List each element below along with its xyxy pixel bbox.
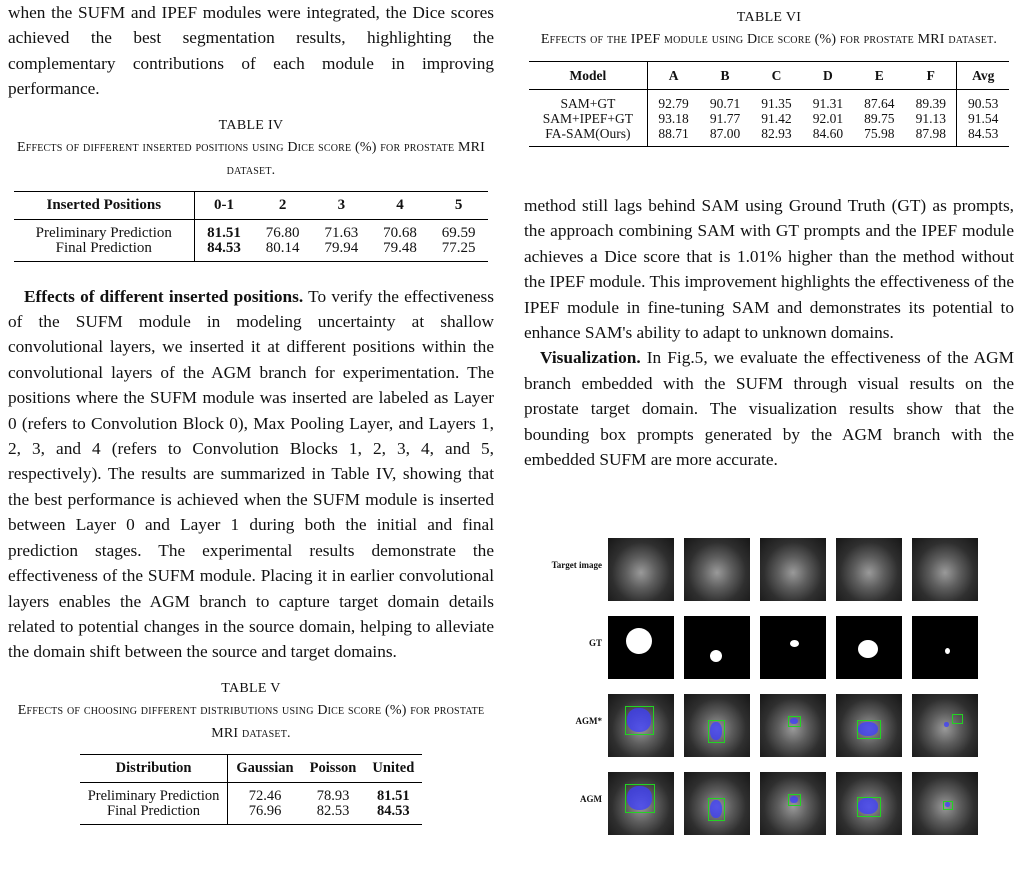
- table4-cell: 76.80: [265, 224, 300, 241]
- gt-mask: [836, 616, 902, 679]
- table4-cell: 79.48: [371, 241, 430, 262]
- visualization-paragraph: [524, 345, 1014, 472]
- table6-cell: 91.54: [968, 111, 999, 126]
- table6-header: B: [699, 62, 750, 90]
- table4-number: TABLE IV: [218, 117, 284, 133]
- mri-image: [608, 772, 674, 835]
- gt-mask: [684, 616, 750, 679]
- figure-row-agm-star: [538, 694, 994, 758]
- table6-cell: 92.01: [812, 111, 844, 126]
- mri-image: [684, 772, 750, 835]
- table4-caption: Effects of different inserted positions using Dice score (%) for prostate MRI dataset.: [16, 139, 486, 178]
- table5-header: Poisson: [302, 754, 365, 782]
- row-label-agm-star: AGM*: [575, 716, 602, 726]
- table4-header: 5: [429, 191, 488, 219]
- table6-cell: 84.53: [957, 126, 1009, 147]
- table6-cell: 93.18: [658, 111, 689, 126]
- table6-number: TABLE VI: [736, 10, 802, 25]
- table6-cell: 87.98: [905, 126, 957, 147]
- intro-paragraph: when the SUFM and IPEF modules were integrated, the Dice scores achieved the best segmentation results, highlighting the complementary contributions of each module in improving performance.: [8, 3, 494, 99]
- row-label-target-image: Target image: [551, 560, 602, 570]
- table6-cell: 88.71: [647, 126, 699, 147]
- mri-image: [912, 694, 978, 757]
- visualization-text: In Fig.5, we evaluate the effectiveness of the AGM branch embedded with the SUFM through visual results on the prostate target domain. The visualization results show that the bounding box prompts generated by the AGM branch with the embedded SUFM are more accurate.: [524, 348, 1014, 470]
- mri-image: [608, 538, 674, 601]
- gt-mask: [912, 616, 978, 679]
- table5-cell: Final Prediction: [80, 804, 228, 825]
- table4-header: 2: [253, 191, 312, 219]
- mri-image: [684, 538, 750, 601]
- table5-cell: Preliminary Prediction: [80, 782, 228, 804]
- table4-cell: 71.63: [324, 224, 359, 241]
- table6-cell: 91.31: [812, 96, 844, 111]
- figure-row-gt: [538, 616, 994, 680]
- table6-cell: 89.39: [905, 90, 957, 112]
- mri-image: [760, 694, 826, 757]
- table6: [529, 61, 1009, 147]
- table5-number: TABLE V: [221, 680, 281, 696]
- mri-image: [760, 538, 826, 601]
- table6-header: A: [647, 62, 699, 90]
- figure-row-agm: [538, 772, 994, 836]
- table6-caption: Effects of the IPEF module using Dice score (%) for prostate MRI dataset.: [540, 32, 998, 47]
- table4: [14, 191, 488, 262]
- table6-cell: 90.71: [709, 96, 741, 111]
- table6-cell: 91.77: [709, 111, 741, 126]
- mri-image: [836, 694, 902, 757]
- table5-header: United: [364, 754, 422, 782]
- table4-cell: Preliminary Prediction: [14, 219, 194, 241]
- table5: [80, 754, 423, 825]
- left-column: [8, 0, 494, 825]
- row-label-agm: AGM: [580, 794, 602, 804]
- table5-cell: 78.93: [316, 787, 350, 804]
- table5-cell: 84.53: [364, 804, 422, 825]
- table4-cell: 79.94: [312, 241, 371, 262]
- table5-caption: Effects of choosing different distributions using Dice score (%) for prostate MRI dataset.: [17, 702, 485, 741]
- positions-text: To verify the effectiveness of the SUFM module in modeling uncertainty at shallow convolutional layers, we inserted it at different positions within the convolutional layers of the AGM branch for experimentation. The positions where the SUFM module was inserted are labeled as Layer 0 (refers to Convolution Block 0), Max Pooling Layer, and Layers 1, 2, 3, and 4 (refers to Convolution Blocks 1, 2, 3, 4, and 5, respectively). The results are summarized in Table IV, showing that the best performance is achieved when the SUFM module is inserted between Layer 0 and Layer 1 during both the initial and final prediction stages. The experimental results demonstrate the effectiveness of the SUFM module. Placing it in earlier convolutional layers enables the AGM branch to capture target domain details related to potential changes in the source domain, helping to alleviate the domain shift between the source and target domains.: [8, 286, 494, 662]
- table4-cell: 80.14: [253, 241, 312, 262]
- mri-image: [760, 772, 826, 835]
- ipef-paragraph: method still lags behind SAM using Ground Truth (GT) as prompts, the approach combining SAM with GT prompts and the IPEF module achieves a Dice score that is 1.01% higher than the method without the IPEF module. This improvement highlights the effectiveness of the IPEF module in fine-tuning SAM and demonstrates its potential to enhance SAM's ability to adapt to unknown domains.: [524, 196, 1014, 343]
- gt-mask: [608, 616, 674, 679]
- right-column: [524, 0, 1014, 472]
- mri-image: [836, 772, 902, 835]
- table-row: [529, 111, 1009, 126]
- table6-cell: 75.98: [854, 126, 905, 147]
- table6-header: C: [751, 62, 802, 90]
- figure-row-target: [538, 538, 994, 602]
- table6-header: F: [905, 62, 957, 90]
- table5-header: Gaussian: [228, 754, 302, 782]
- table4-cell: Final Prediction: [14, 241, 194, 262]
- table4-cell: 84.53: [194, 241, 253, 262]
- table-row: [529, 90, 1009, 112]
- table5-cell: 82.53: [302, 804, 365, 825]
- table-row: [80, 804, 423, 825]
- positions-heading: Effects of different inserted positions.: [24, 286, 304, 306]
- table6-cell: 87.64: [864, 96, 895, 111]
- gt-mask: [760, 616, 826, 679]
- figure-5: [538, 538, 994, 868]
- table6-cell: 91.13: [905, 111, 957, 126]
- table6-cell: 92.79: [658, 96, 689, 111]
- table6-header: D: [802, 62, 853, 90]
- table-row: [80, 782, 423, 804]
- table6-header: E: [854, 62, 905, 90]
- table4-cell: 70.68: [383, 224, 417, 241]
- table6-cell: 87.00: [699, 126, 750, 147]
- table6-cell: 91.42: [761, 111, 792, 126]
- table4-cell: 77.25: [429, 241, 488, 262]
- table6-cell: 84.60: [802, 126, 853, 147]
- table6-cell: SAM+GT: [529, 90, 647, 112]
- table4-header: 4: [371, 191, 430, 219]
- table-row: [14, 219, 488, 241]
- table4-header: Inserted Positions: [14, 191, 194, 219]
- table4-header: 0-1: [194, 191, 253, 219]
- table6-cell: 89.75: [864, 111, 895, 126]
- mri-image: [912, 772, 978, 835]
- table5-cell: 72.46: [248, 787, 282, 804]
- table5-header: Distribution: [80, 754, 228, 782]
- table6-cell: FA-SAM(Ours): [529, 126, 647, 147]
- table-row: [529, 126, 1009, 147]
- table4-header: 3: [312, 191, 371, 219]
- table5-cell: 81.51: [377, 787, 410, 804]
- table6-cell: 90.53: [968, 96, 999, 111]
- mri-image: [912, 538, 978, 601]
- mri-image: [608, 694, 674, 757]
- table6-header: Avg: [957, 62, 1009, 90]
- row-label-gt: GT: [588, 638, 602, 648]
- table5-cell: 76.96: [228, 804, 302, 825]
- table4-cell: 69.59: [441, 224, 476, 241]
- mri-image: [684, 694, 750, 757]
- table-row: [14, 241, 488, 262]
- table6-cell: 91.35: [761, 96, 792, 111]
- mri-image: [836, 538, 902, 601]
- table4-cell: 81.51: [207, 224, 241, 241]
- visualization-heading: Visualization.: [540, 348, 641, 368]
- table6-header: Model: [529, 62, 647, 90]
- table6-cell: SAM+IPEF+GT: [529, 111, 647, 126]
- table6-cell: 82.93: [751, 126, 802, 147]
- positions-paragraph: [8, 284, 494, 665]
